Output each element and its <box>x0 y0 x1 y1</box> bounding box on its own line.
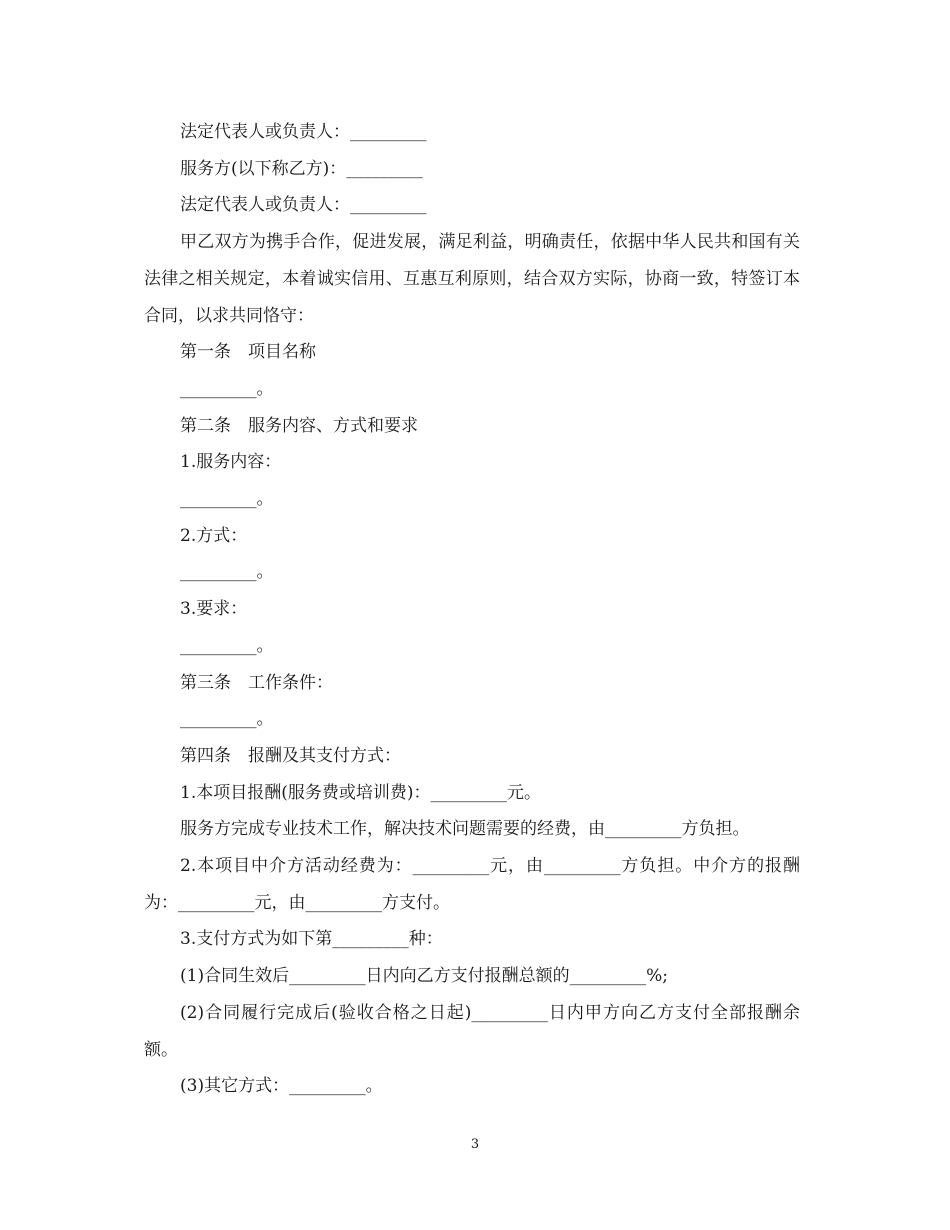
article-2-item-content: 1.服务内容： <box>180 452 282 473</box>
article-4-heading: 第四条 报酬及其支付方式： <box>180 745 401 766</box>
article-1-blank: _________。 <box>180 378 274 399</box>
document-body <box>144 114 800 1105</box>
article-2-item-method: 2.方式： <box>180 525 248 546</box>
payment-option-3: (3)其它方式：_________。 <box>180 1076 383 1097</box>
paragraph-service-party: 服务方(以下称乙方)：_________ <box>180 158 423 179</box>
article-2-item-requirements: 3.要求： <box>180 599 248 620</box>
article-4-item-fee: 1.本项目报酬(服务费或培训费)：_________元。 <box>180 782 541 803</box>
article-3-heading: 第三条 工作条件： <box>180 672 333 693</box>
article-3-blank: _________。 <box>180 709 274 730</box>
article-4-item-payment-method: 3.支付方式为如下第_________种： <box>180 929 443 950</box>
article-4-expenses: 服务方完成专业技术工作，解决技术问题需要的经费，由_________方负担。 <box>180 819 750 840</box>
page-number: 3 <box>470 1137 480 1152</box>
paragraph-preamble: 甲乙双方为携手合作，促进发展，满足利益，明确责任，依据中华人民共和国有关法律之相关规定，本着诚实信用、互惠互利原则，结合双方实际，协商一致，特签订本合同，以求共同恪守： <box>144 232 800 326</box>
article-2-requirements-blank: _________。 <box>180 635 274 656</box>
payment-option-2: (2)合同履行完成后(验收合格之日起)_________日内甲方向乙方支付全部报酬余额。 <box>144 1002 800 1060</box>
payment-option-1: (1)合同生效后_________日内向乙方支付报酬总额的_________%; <box>180 966 668 987</box>
article-4-item-intermediary: 2.本项目中介方活动经费为：_________元，由_________方负担。中介方的报酬为：_________元，由_________方支付。 <box>144 856 800 913</box>
paragraph-legal-representative-a: 法定代表人或负责人：_________ <box>180 122 427 142</box>
article-2-heading: 第二条 服务内容、方式和要求 <box>180 415 418 436</box>
article-2-content-blank: _________。 <box>180 489 274 510</box>
article-1-heading: 第一条 项目名称 <box>180 342 316 363</box>
article-2-method-blank: _________。 <box>180 562 274 583</box>
paragraph-legal-representative-b: 法定代表人或负责人：_________ <box>180 195 427 216</box>
